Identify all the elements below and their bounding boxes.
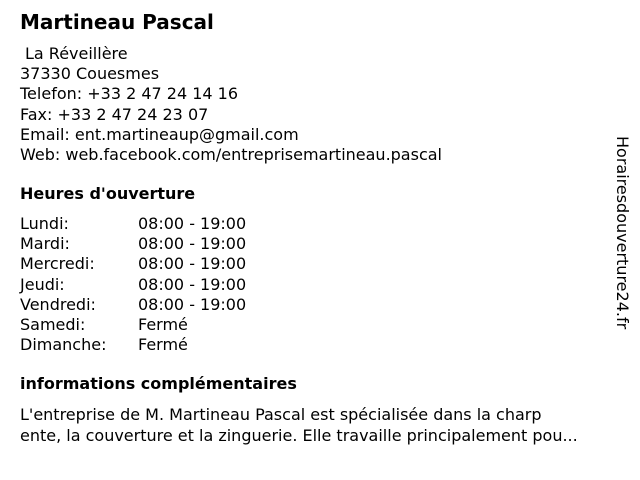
day-label: Mardi: — [20, 234, 70, 254]
time-value: Fermé — [138, 314, 188, 334]
day-label: Mercredi: — [20, 254, 95, 274]
time-value: 08:00 - 19:00 — [138, 234, 247, 254]
opening-hours-title: Heures d'ouverture — [20, 184, 196, 203]
day-label: Jeudi: — [20, 274, 65, 294]
city-line: 37330 Couesmes — [20, 64, 160, 84]
hours-row-thursday — [20, 275, 246, 295]
hours-row-monday — [20, 214, 246, 234]
hours-row-tuesday — [20, 234, 246, 254]
day-label: Dimanche: — [20, 335, 107, 355]
time-value: 08:00 - 19:00 — [138, 254, 247, 274]
time-value: 08:00 - 19:00 — [138, 274, 247, 294]
fax-line: Fax: +33 2 47 24 23 07 — [20, 104, 209, 124]
business-name: Martineau Pascal — [20, 10, 214, 34]
hours-row-friday — [20, 295, 246, 315]
day-label: Vendredi: — [20, 294, 96, 314]
additional-info-title: informations complémentaires — [20, 374, 297, 393]
opening-hours-table — [20, 214, 246, 355]
description-line: L'entreprise de M. Martineau Pascal est spécialisée dans la charp — [20, 405, 542, 424]
hours-row-sunday — [20, 335, 246, 355]
hours-row-saturday — [20, 315, 246, 335]
day-label: Samedi: — [20, 314, 86, 334]
street-address: La Réveillère — [25, 44, 128, 63]
time-value: 08:00 - 19:00 — [138, 214, 247, 233]
phone-line: Telefon: +33 2 47 24 14 16 — [20, 84, 239, 104]
site-watermark: Horairesdouverture24.fr — [613, 136, 632, 330]
description-line: ente, la couverture et la zinguerie. Elle travaille principalement pou... — [20, 426, 578, 445]
email-line: Email: ent.martineaup@gmail.com — [20, 124, 299, 144]
day-label: Lundi: — [20, 214, 69, 233]
business-description — [20, 404, 630, 446]
web-line: Web: web.facebook.com/entreprisemartineau.pascal — [20, 145, 442, 165]
time-value: 08:00 - 19:00 — [138, 294, 247, 314]
contact-block — [20, 44, 442, 165]
hours-row-wednesday — [20, 254, 246, 274]
time-value: Fermé — [138, 335, 188, 355]
